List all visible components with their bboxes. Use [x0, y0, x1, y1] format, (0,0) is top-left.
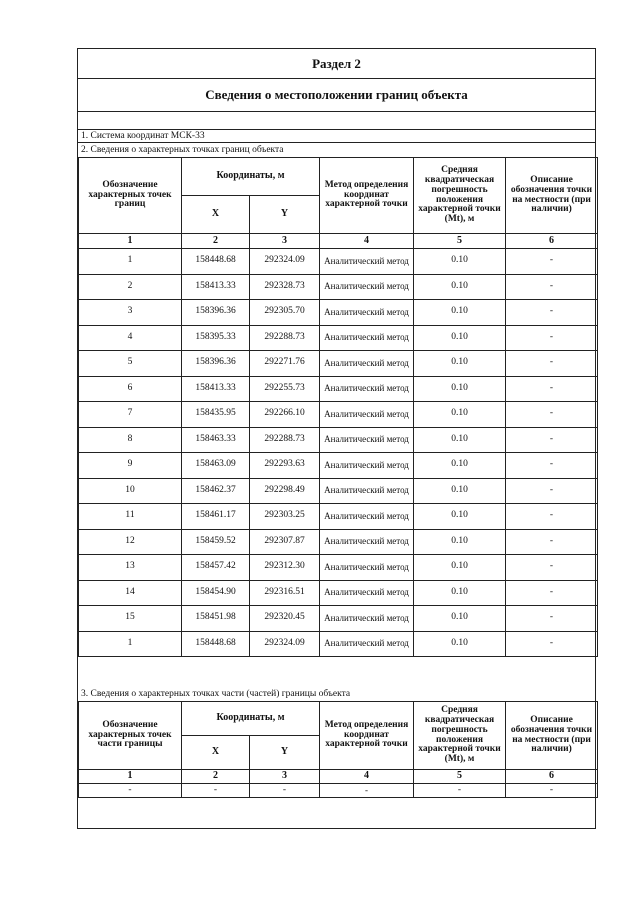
coord-x: 158459.52 — [182, 529, 250, 555]
point-number: 7 — [79, 402, 182, 428]
column-number: 5 — [414, 234, 506, 249]
coord-x: - — [182, 784, 250, 798]
table-row — [79, 376, 598, 402]
coord-y: 292328.73 — [250, 274, 320, 300]
method: Аналитический метод — [320, 376, 414, 402]
header-y: Y — [250, 736, 320, 770]
header-coordinates: Координаты, м — [182, 158, 320, 196]
header-error: Средняя квадратическая погрешность положения характерной точки (Mt), м — [414, 158, 506, 234]
point-number: 11 — [79, 504, 182, 530]
coord-y: 292307.87 — [250, 529, 320, 555]
point-number: 6 — [79, 376, 182, 402]
document-subtitle: Сведения о местоположении границ объекта — [78, 79, 595, 112]
table-row — [79, 427, 598, 453]
table-row — [79, 504, 598, 530]
mean-error: 0.10 — [414, 351, 506, 377]
table-row — [79, 606, 598, 632]
mean-error: 0.10 — [414, 453, 506, 479]
header-description: Описание обозначения точки на местности (при наличии) — [506, 158, 598, 234]
table-row — [79, 478, 598, 504]
header-coordinates: Координаты, м — [182, 702, 320, 736]
point-number: 1 — [79, 249, 182, 275]
coord-y: 292312.30 — [250, 555, 320, 581]
point-description: - — [506, 784, 598, 798]
point-description: - — [506, 325, 598, 351]
coord-x: 158395.33 — [182, 325, 250, 351]
point-description: - — [506, 606, 598, 632]
coord-y: 292320.45 — [250, 606, 320, 632]
mean-error: 0.10 — [414, 274, 506, 300]
point-number: 13 — [79, 555, 182, 581]
mean-error: 0.10 — [414, 555, 506, 581]
method: Аналитический метод — [320, 274, 414, 300]
method: Аналитический метод — [320, 249, 414, 275]
coord-y: 292266.10 — [250, 402, 320, 428]
column-number: 1 — [79, 234, 182, 249]
column-number: 4 — [320, 770, 414, 784]
point-number: 1 — [79, 631, 182, 657]
table-row — [79, 453, 598, 479]
column-number: 5 — [414, 770, 506, 784]
method: Аналитический метод — [320, 351, 414, 377]
method: - — [320, 784, 414, 798]
point-description: - — [506, 274, 598, 300]
point-number: 12 — [79, 529, 182, 555]
coord-y: 292324.09 — [250, 249, 320, 275]
column-number: 1 — [79, 770, 182, 784]
table-row — [79, 300, 598, 326]
coord-y: 292316.51 — [250, 580, 320, 606]
column-number: 3 — [250, 234, 320, 249]
coord-x: 158413.33 — [182, 376, 250, 402]
coord-x: 158435.95 — [182, 402, 250, 428]
method: Аналитический метод — [320, 427, 414, 453]
part2-heading: 2. Сведения о характерных точках границ объекта — [81, 145, 284, 155]
coord-y: 292288.73 — [250, 325, 320, 351]
method: Аналитический метод — [320, 325, 414, 351]
coord-x: 158463.33 — [182, 427, 250, 453]
point-number: 4 — [79, 325, 182, 351]
column-number: 3 — [250, 770, 320, 784]
point-number: 9 — [79, 453, 182, 479]
header-x: X — [182, 196, 250, 234]
coord-y: 292298.49 — [250, 478, 320, 504]
coord-y: 292255.73 — [250, 376, 320, 402]
mean-error: 0.10 — [414, 606, 506, 632]
mean-error: 0.10 — [414, 325, 506, 351]
header-x: X — [182, 736, 250, 770]
point-description: - — [506, 249, 598, 275]
header-y: Y — [250, 196, 320, 234]
document-frame — [77, 48, 596, 829]
method: Аналитический метод — [320, 631, 414, 657]
mean-error: 0.10 — [414, 529, 506, 555]
method: Аналитический метод — [320, 478, 414, 504]
method: Аналитический метод — [320, 300, 414, 326]
mean-error: 0.10 — [414, 402, 506, 428]
mean-error: - — [414, 784, 506, 798]
coord-y: 292271.76 — [250, 351, 320, 377]
method: Аналитический метод — [320, 402, 414, 428]
table-row — [79, 631, 598, 657]
column-number: 4 — [320, 234, 414, 249]
mean-error: 0.10 — [414, 478, 506, 504]
table-row — [79, 249, 598, 275]
point-description: - — [506, 402, 598, 428]
mean-error: 0.10 — [414, 249, 506, 275]
table-row — [79, 274, 598, 300]
coord-system-line: 1. Система координат МСК-33 — [78, 130, 595, 143]
part3-heading: 3. Сведения о характерных точках части (частей) границы объекта — [81, 688, 351, 699]
method: Аналитический метод — [320, 606, 414, 632]
table-row — [79, 555, 598, 581]
part-points-table — [78, 701, 598, 798]
mean-error: 0.10 — [414, 376, 506, 402]
point-description: - — [506, 529, 598, 555]
column-number: 6 — [506, 234, 598, 249]
header-designation-part: Обозначение характерных точек части границы — [79, 702, 182, 770]
coord-x: 158454.90 — [182, 580, 250, 606]
point-description: - — [506, 427, 598, 453]
point-number: 14 — [79, 580, 182, 606]
coord-y: 292288.73 — [250, 427, 320, 453]
column-number: 2 — [182, 234, 250, 249]
coord-y: 292305.70 — [250, 300, 320, 326]
method: Аналитический метод — [320, 580, 414, 606]
method: Аналитический метод — [320, 555, 414, 581]
point-description: - — [506, 631, 598, 657]
point-number: 10 — [79, 478, 182, 504]
header-method: Метод определения координат характерной точки — [320, 702, 414, 770]
section-title: Раздел 2 — [78, 49, 595, 79]
coord-x: 158451.98 — [182, 606, 250, 632]
coord-y: - — [250, 784, 320, 798]
point-description: - — [506, 504, 598, 530]
table-row — [79, 529, 598, 555]
coord-x: 158461.17 — [182, 504, 250, 530]
header-method: Метод определения координат характерной точки — [320, 158, 414, 234]
coord-x: 158463.09 — [182, 453, 250, 479]
point-number: 5 — [79, 351, 182, 377]
coord-y: 292303.25 — [250, 504, 320, 530]
coord-y: 292293.63 — [250, 453, 320, 479]
table-row — [79, 402, 598, 428]
point-description: - — [506, 555, 598, 581]
part-points-body — [79, 784, 598, 798]
coord-x: 158396.36 — [182, 300, 250, 326]
point-description: - — [506, 580, 598, 606]
table-row — [79, 784, 598, 798]
point-number: 15 — [79, 606, 182, 632]
coord-x: 158462.37 — [182, 478, 250, 504]
coord-x: 158448.68 — [182, 631, 250, 657]
header-error: Средняя квадратическая погрешность положения характерной точки (Mt), м — [414, 702, 506, 770]
method: Аналитический метод — [320, 453, 414, 479]
mean-error: 0.10 — [414, 580, 506, 606]
point-number: 3 — [79, 300, 182, 326]
point-number: - — [79, 784, 182, 798]
table-row — [79, 580, 598, 606]
mean-error: 0.10 — [414, 631, 506, 657]
spacer-row — [78, 112, 595, 130]
point-description: - — [506, 376, 598, 402]
coord-x: 158448.68 — [182, 249, 250, 275]
point-description: - — [506, 351, 598, 377]
mean-error: 0.10 — [414, 427, 506, 453]
point-description: - — [506, 300, 598, 326]
coord-x: 158396.36 — [182, 351, 250, 377]
column-number: 2 — [182, 770, 250, 784]
point-description: - — [506, 478, 598, 504]
table-row — [79, 351, 598, 377]
point-number: 8 — [79, 427, 182, 453]
method: Аналитический метод — [320, 504, 414, 530]
points-body — [79, 249, 598, 657]
boundary-points-table — [78, 157, 598, 657]
mean-error: 0.10 — [414, 504, 506, 530]
method: Аналитический метод — [320, 529, 414, 555]
point-number: 2 — [79, 274, 182, 300]
point-description: - — [506, 453, 598, 479]
header-designation: Обозначение характерных точек границ — [79, 158, 182, 234]
mean-error: 0.10 — [414, 300, 506, 326]
coord-y: 292324.09 — [250, 631, 320, 657]
coord-x: 158413.33 — [182, 274, 250, 300]
header-description: Описание обозначения точки на местности (при наличии) — [506, 702, 598, 770]
table-row — [79, 325, 598, 351]
coord-x: 158457.42 — [182, 555, 250, 581]
column-number: 6 — [506, 770, 598, 784]
